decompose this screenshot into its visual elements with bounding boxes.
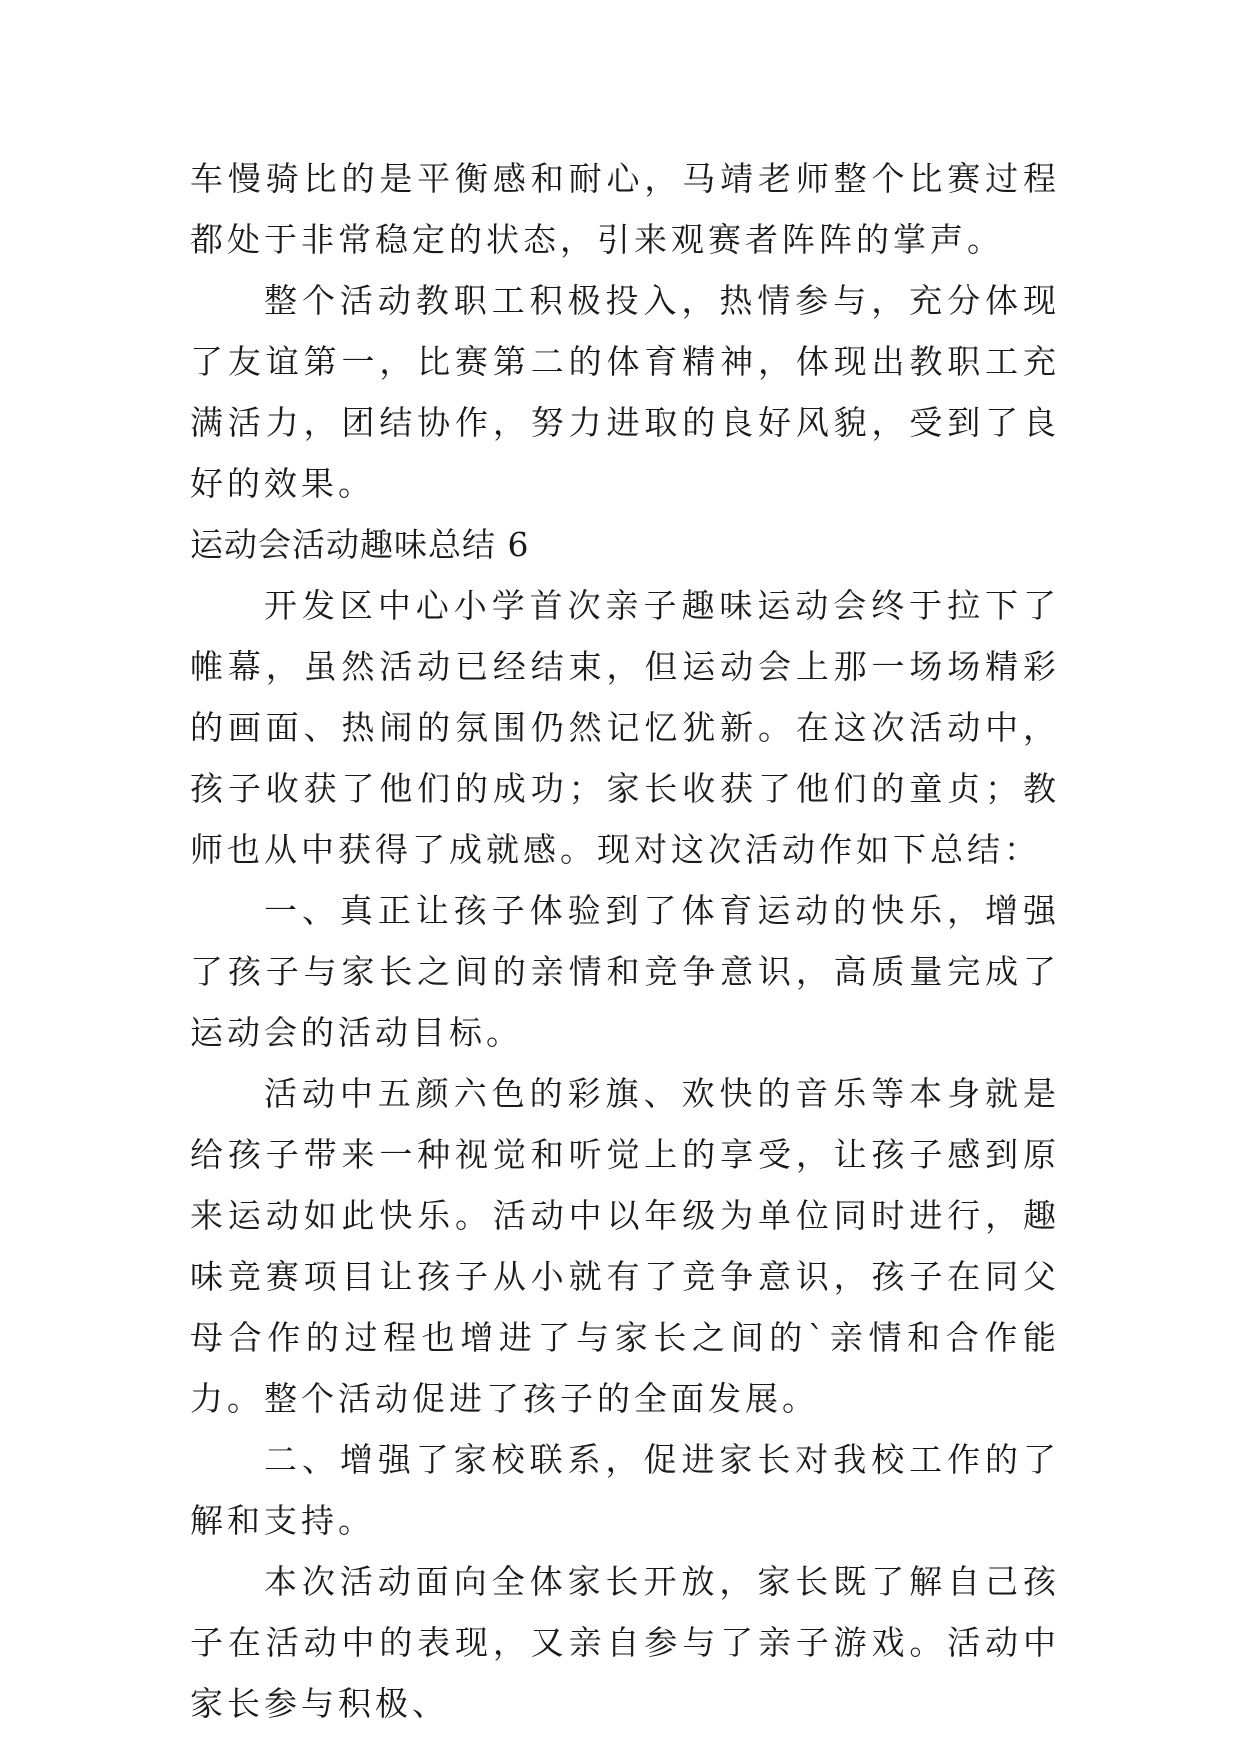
paragraph-point-two: 二、增强了家校联系，促进家长对我校工作的了解和支持。 — [190, 1440, 1060, 1540]
paragraph-point-one-detail: 活动中五颜六色的彩旗、欢快的音乐等本身就是给孩子带来一种视觉和听觉上的享受，让孩子感到原来运动如此快乐。活动中以年级为单位同时进行，趣味竞赛项目让孩子从小就有了竞争意识，孩子在同父母合作的过程也增进了与家长之间的`亲情和合作能力。整个活动促进了孩子的全面发展。 — [190, 1074, 1060, 1418]
paragraph-intro: 开发区中心小学首次亲子趣味运动会终于拉下了帷幕，虽然活动已经结束，但运动会上那一场场精彩的画面、热闹的氛围仍然记忆犹新。在这次活动中，孩子收获了他们的成功；家长收获了他们的童贞；教师也从中获得了成就感。现对这次活动作如下总结： — [190, 586, 1060, 869]
paragraph-activity-summary: 整个活动教职工积极投入，热情参与，充分体现了友谊第一，比赛第二的体育精神，体现出教职工充满活力，团结协作，努力进取的良好风貌，受到了良好的效果。 — [190, 281, 1060, 503]
paragraph-continuation: 车慢骑比的是平衡感和耐心，马靖老师整个比赛过程都处于非常稳定的状态，引来观赛者阵阵的掌声。 — [190, 159, 1060, 259]
document-body — [190, 148, 1060, 1734]
section-heading: 运动会活动趣味总结 6 — [190, 525, 530, 564]
paragraph-point-one: 一、真正让孩子体验到了体育运动的快乐，增强了孩子与家长之间的亲情和竞争意识，高质量完成了运动会的活动目标。 — [190, 891, 1060, 1052]
paragraph-point-two-detail: 本次活动面向全体家长开放，家长既了解自己孩子在活动中的表现，又亲自参与了亲子游戏。活动中家长参与积极、 — [190, 1562, 1060, 1723]
